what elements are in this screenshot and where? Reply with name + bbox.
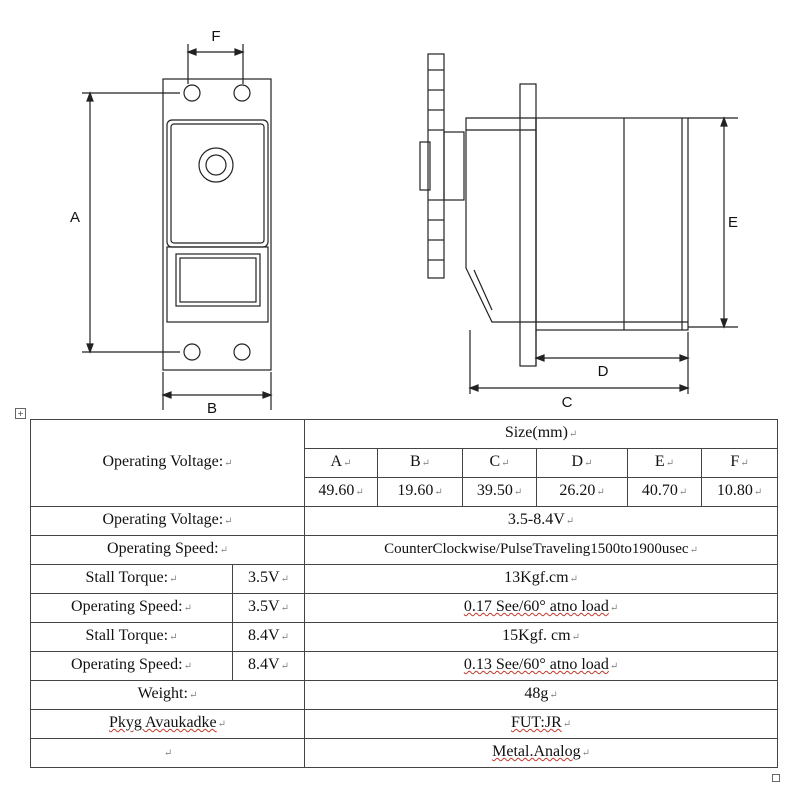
dim-label-b: B (206, 400, 218, 417)
spec-label: Operating Voltage:↵ (31, 507, 305, 536)
table-row (31, 565, 778, 594)
mount-hole (184, 85, 200, 101)
spec-voltage: 3.5V↵ (233, 594, 305, 623)
output-shaft (199, 148, 233, 182)
mount-hole (184, 344, 200, 360)
spec-voltage: 8.4V↵ (233, 652, 305, 681)
spec-label: Operating Speed:↵ (31, 536, 305, 565)
spec-label: Pkyg Avaukadke↵ (31, 710, 305, 739)
dim-label-d: D (597, 363, 609, 380)
spec-voltage: 8.4V↵ (233, 623, 305, 652)
spec-value: FUT:JR↵ (305, 710, 778, 739)
table-row (31, 420, 778, 449)
size-letter: A↵ (305, 449, 378, 478)
mount-flange (520, 84, 536, 366)
spec-label: Weight:↵ (31, 681, 305, 710)
side-view-front-case (466, 118, 536, 322)
spec-label: Operating Speed:↵ (31, 594, 233, 623)
spec-value: 0.13 See/60° atno load↵ (305, 652, 778, 681)
table-row (31, 594, 778, 623)
spec-value: 0.17 See/60° atno load↵ (305, 594, 778, 623)
size-letter: B↵ (378, 449, 463, 478)
table-row (31, 652, 778, 681)
size-letter: F↵ (702, 449, 778, 478)
table-row (31, 681, 778, 710)
size-value: 10.80↵ (702, 478, 778, 507)
size-value: 49.60↵ (305, 478, 378, 507)
table-move-handle[interactable]: + (15, 408, 26, 419)
size-letter: D↵ (537, 449, 628, 478)
table-row (31, 536, 778, 565)
size-value: 40.70↵ (628, 478, 702, 507)
spec-table (30, 419, 778, 768)
spec-voltage: 3.5V↵ (233, 565, 305, 594)
dim-label-c: C (561, 394, 573, 411)
dim-label-a: A (69, 209, 81, 226)
spec-value: Metal.Analog↵ (305, 739, 778, 768)
mount-hole (234, 85, 250, 101)
spec-label: Stall Torque:↵ (31, 565, 233, 594)
spec-label: Stall Torque:↵ (31, 623, 233, 652)
size-value: 39.50↵ (463, 478, 537, 507)
spec-value: 13Kgf.cm↵ (305, 565, 778, 594)
dim-label-f: F (211, 28, 221, 45)
operating-voltage-header: Operating Voltage:↵ (31, 420, 305, 507)
table-row (31, 739, 778, 768)
spec-label: ↵ (31, 739, 305, 768)
size-value: 19.60↵ (378, 478, 463, 507)
table-resize-handle[interactable] (772, 774, 780, 782)
spec-value: CounterClockwise/PulseTraveling1500to1900usec↵ (305, 536, 778, 565)
table-row (31, 710, 778, 739)
spec-label: Operating Speed:↵ (31, 652, 233, 681)
spec-value: 48g↵ (305, 681, 778, 710)
size-letter: C↵ (463, 449, 537, 478)
size-value: 26.20↵ (537, 478, 628, 507)
front-view-outline (163, 79, 271, 370)
mount-hole (234, 344, 250, 360)
spec-value: 15Kgf. cm↵ (305, 623, 778, 652)
table-row (31, 507, 778, 536)
spec-value: 3.5-8.4V↵ (305, 507, 778, 536)
servo-case-upper (167, 120, 268, 247)
size-header: Size(mm)↵ (305, 420, 778, 449)
side-view-body (536, 118, 688, 330)
table-row (31, 623, 778, 652)
size-letter: E↵ (628, 449, 702, 478)
dim-label-e: E (727, 214, 739, 231)
